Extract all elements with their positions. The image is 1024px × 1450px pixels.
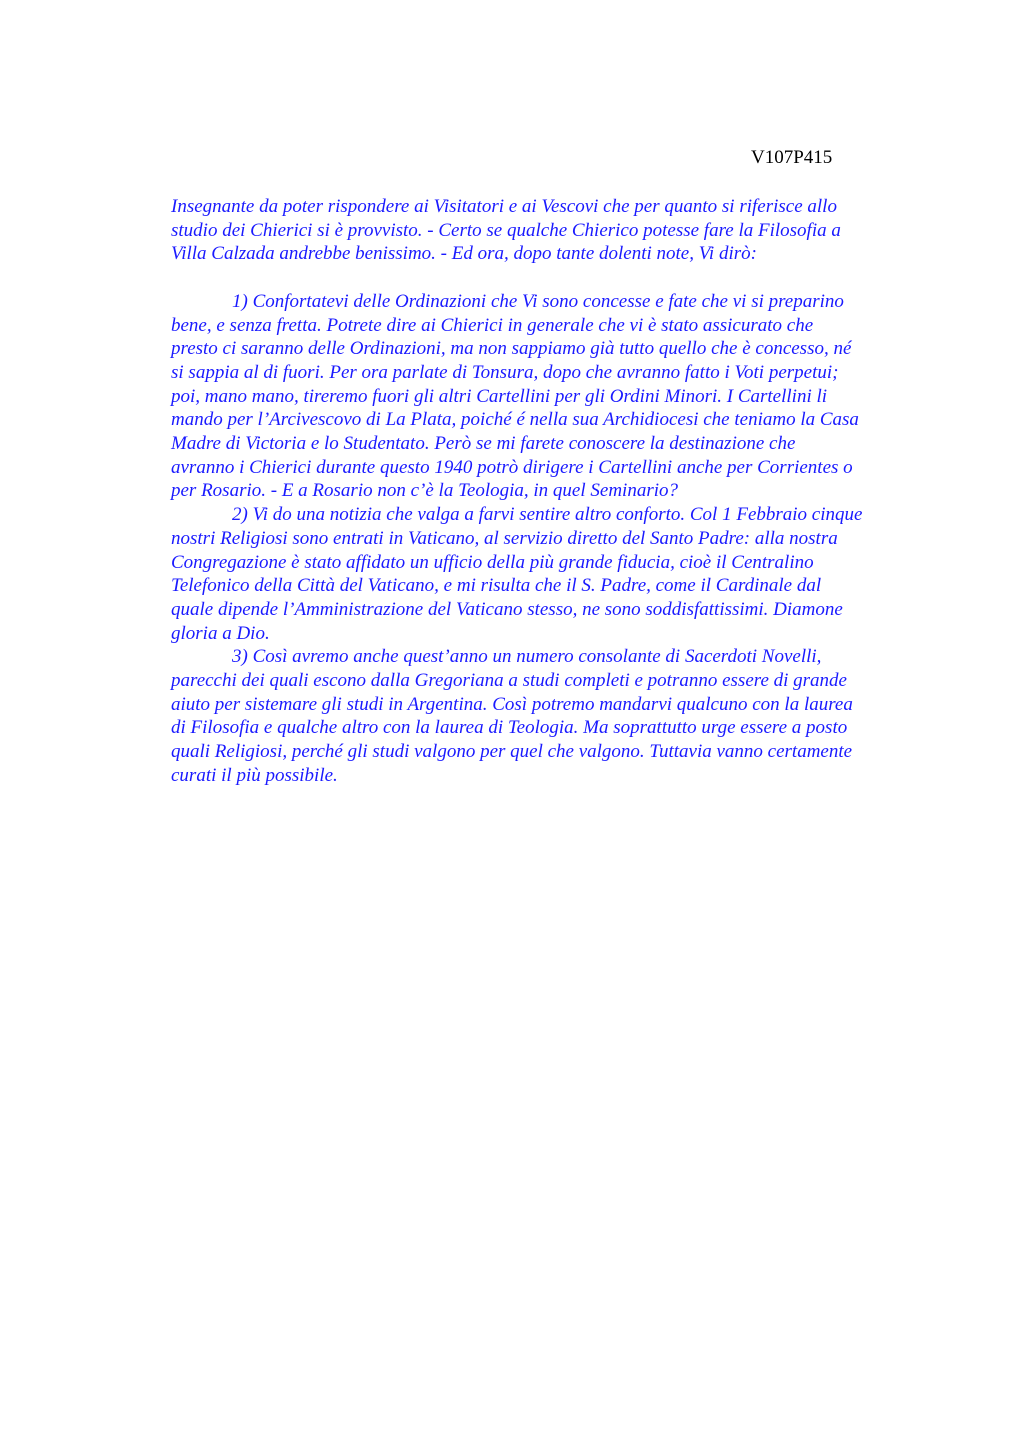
letter-body <box>171 195 931 788</box>
page-reference: V107P415 <box>751 147 833 168</box>
paragraph-point-3: 3) Così avremo anche quest’anno un numero consolante di Sacerdoti Novelli, parecchi dei quali escono dalla Gregoriana a studi completi e potranno essere di grande aiuto per sistemare gli studi in Argentina. Così potremo mandarvi qualcuno con la laurea di Filosofia e qualche altro con la laurea di Teologia. Ma soprattutto urge essere a posto quali Religiosi, perché gli studi valgono per quel che valgono. Tuttavia vanno certamente curati il più possibile. <box>171 646 853 786</box>
paragraph-point-2: 2) Vi do una notizia che valga a farvi sentire altro conforto. Col 1 Febbraio cinque nostri Religiosi sono entrati in Vaticano, al servizio diretto del Santo Padre: alla nostra Congregazione è stato affidato un ufficio della più grande fiducia, cioè il Centralino Telefonico della Città del Vaticano, e mi risulta che il S. Padre, come il Cardinale dal quale dipende l’Amministrazione del Vaticano stesso, ne sono soddisfattissimi. Diamone gloria a Dio. <box>171 504 863 644</box>
paragraph-point-1: 1) Confortatevi delle Ordinazioni che Vi sono concesse e fate che vi si preparino bene, e senza fretta. Potrete dire ai Chierici in generale che vi è stato assicurato che presto ci saranno delle Ordinazioni, ma non sappiamo già tutto quello che è concesso, né si sappia al di fuori. Per ora parlate di Tonsura, dopo che avranno fatto i Voti perpetui; poi, mano mano, tireremo fuori gli altri Cartellini per gli Ordini Minori. I Cartellini li mando per l’Arcivescovo di La Plata, poiché é nella sua Archidiocesi che teniamo la Casa Madre di Victoria e lo Studentato. Però se mi farete conoscere la destinazione che avranno i Chierici durante questo 1940 potrò dirigere i Cartellini anche per Corrientes o per Rosario. - E a Rosario non c’è la Teologia, in quel Seminario? <box>171 290 859 502</box>
paragraph-intro: Insegnante da poter rispondere ai Visitatori e ai Vescovi che per quanto si riferisce allo studio dei Chierici si è provvisto. - Certo se qualche Chierico potesse fare la Filosofia a Villa Calzada andrebbe benissimo. - Ed ora, dopo tante dolenti note, Vi dirò: <box>171 196 841 265</box>
